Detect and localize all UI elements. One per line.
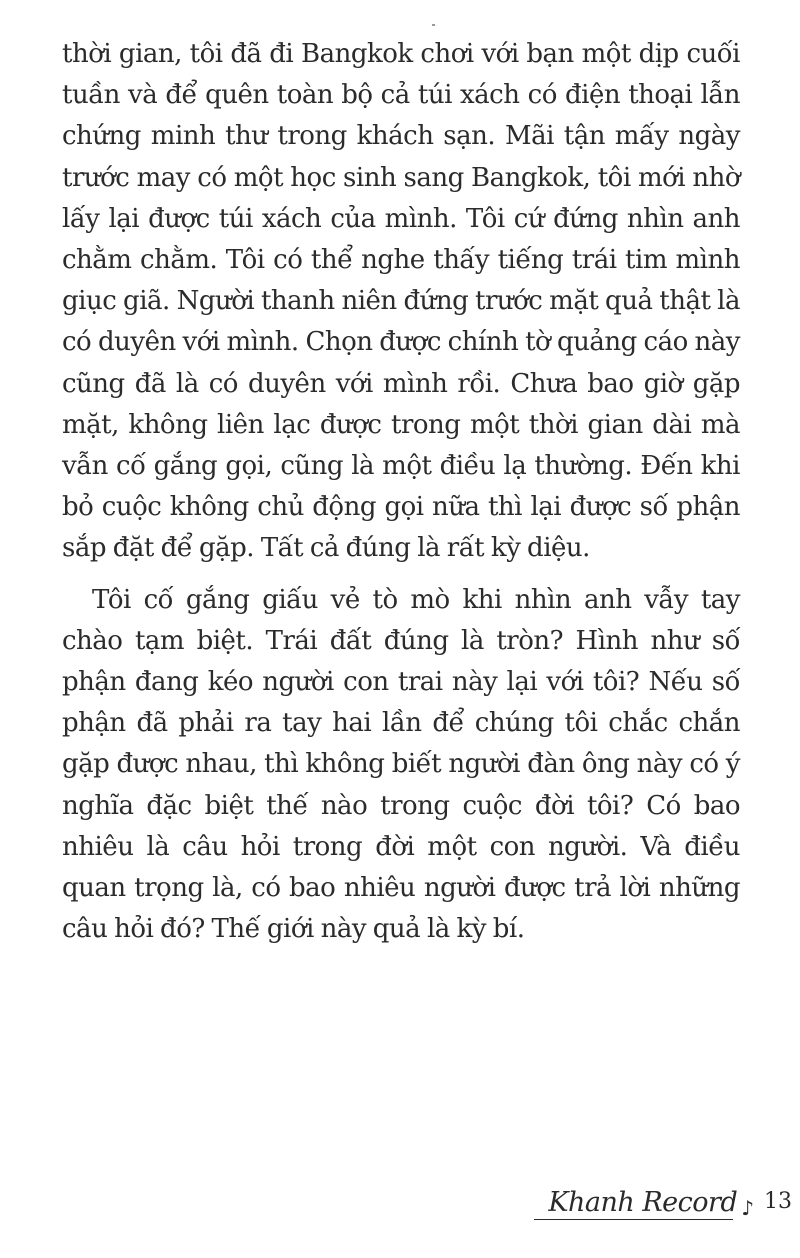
paragraph-1: thời gian, tôi đã đi Bangkok chơi với bạn một dịp cuối tuần và để quên toàn bộ cả túi xách có điện thoại lẫn chứng minh thư trong khách sạn. Mãi tận mấy ngày trước may có một học sinh sang Bangkok, tôi mới nhờ lấy lại được túi xách của mình. Tôi cứ đứng nhìn anh chằm chằm. Tôi có thể nghe thấy tiếng trái tim mình giục giã. Người thanh niên đứng trước mặt quả thật là có duyên với mình. Chọn được chính tờ quảng cáo này cũng đã là có duyên với mình rồi. Chưa bao giờ gặp mặt, không liên lạc được trong một thời gian dài mà vẫn cố gắng gọi, cũng là một điều lạ thường. Đến khi bỏ cuộc không chủ động gọi nữa thì lại được số phận sắp đặt để gặp. Tất cả đúng là rất kỳ diệu. [62,39,740,564]
publisher-logo-text: Khanh Record [548,1187,738,1218]
page-footer [548,1184,792,1224]
publisher-logo [548,1187,737,1224]
logo-underline [534,1219,733,1220]
scan-speck [432,24,435,26]
page-number: 13 [764,1189,792,1214]
music-note-icon: ♪ [741,1196,754,1220]
paragraph-2: Tôi cố gắng giấu vẻ tò mò khi nhìn anh vẫy tay chào tạm biệt. Trái đất đúng là tròn? Hình như số phận đang kéo người con trai này lại với tôi? Nếu số phận đã phải ra tay hai lần để chúng tôi chắc chắn gặp được nhau, thì không biết người đàn ông này có ý nghĩa đặc biệt thế nào trong cuộc đời tôi? Có bao nhiêu là câu hỏi trong đời một con người. Và điều quan trọng là, có bao nhiêu người được trả lời những câu hỏi đó? Thế giới này quả là kỳ bí. [62,584,740,945]
page-body [62,34,740,950]
